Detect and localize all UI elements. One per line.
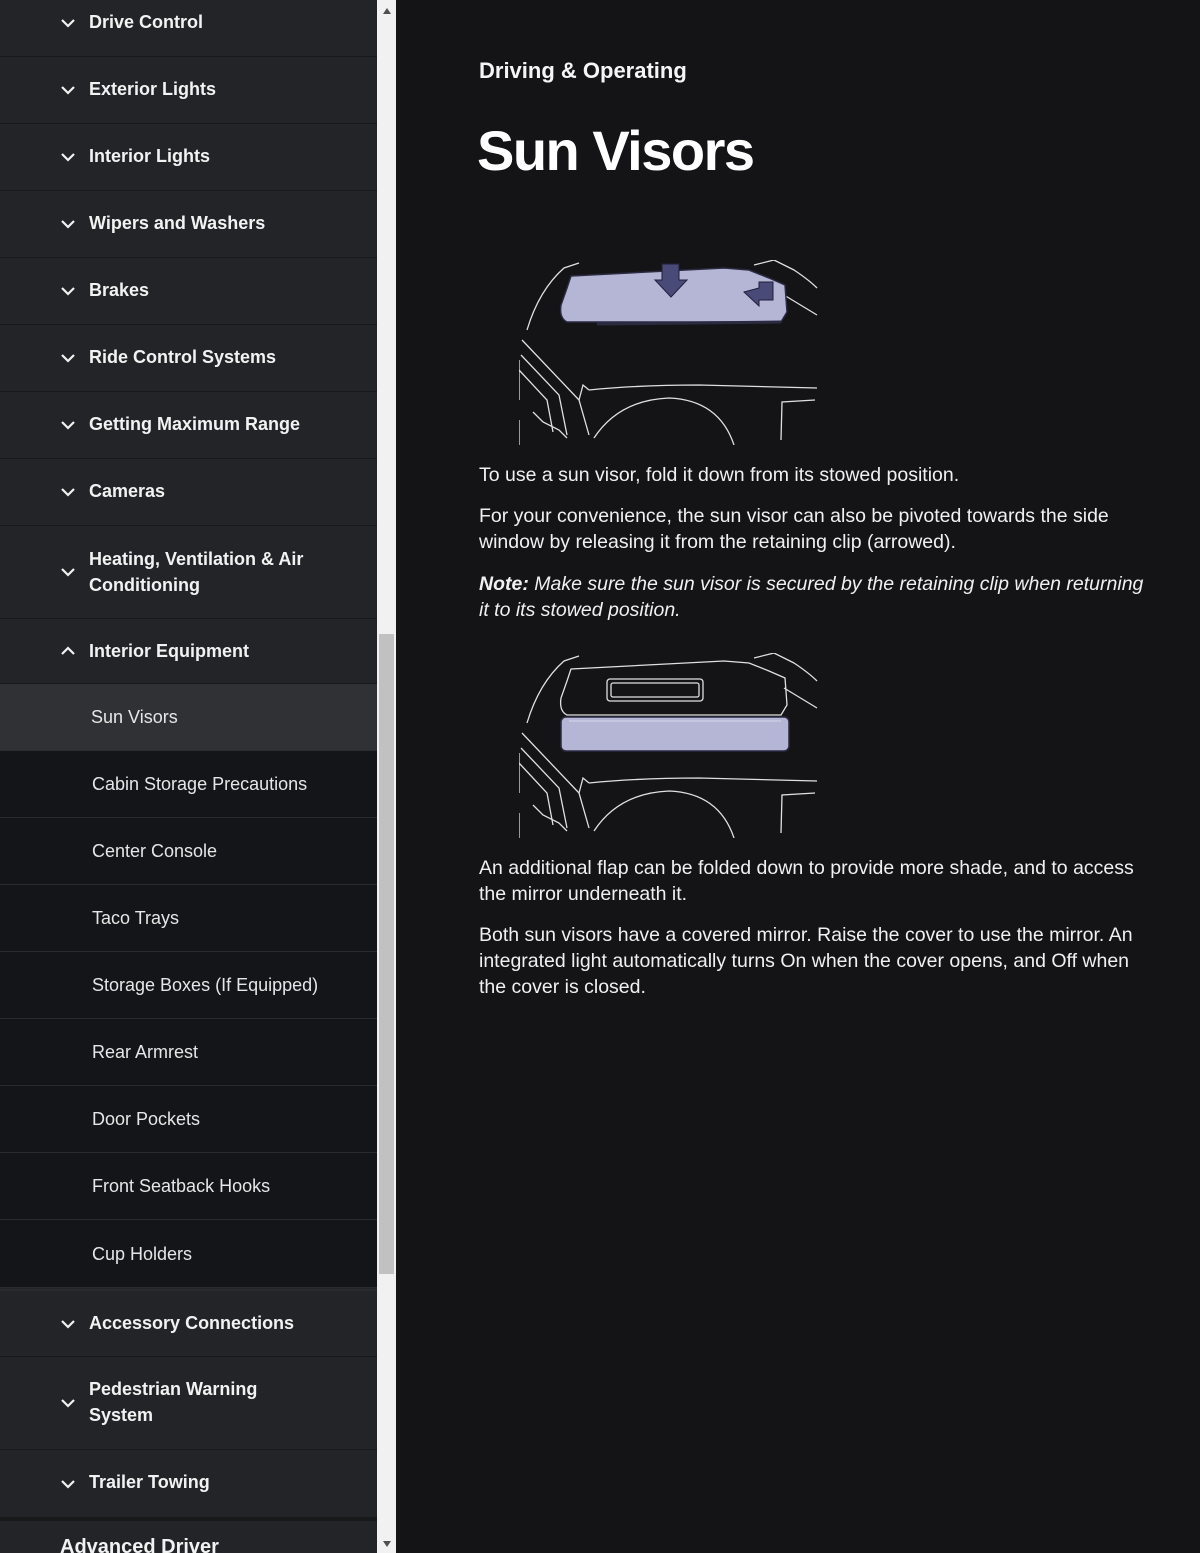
chevron-down-icon — [60, 1316, 76, 1332]
chevron-down-icon — [60, 283, 76, 299]
nav-section-interior-equipment[interactable] — [0, 619, 377, 684]
nav-item-label: Door Pockets — [92, 1109, 201, 1129]
chevron-down-icon — [60, 484, 76, 500]
triangle-down-icon — [383, 1541, 391, 1547]
nav-section-getting-maximum-range[interactable] — [0, 392, 377, 459]
nav-section-trailer-towing[interactable] — [0, 1450, 377, 1518]
nav-section-cameras[interactable] — [0, 459, 377, 526]
nav-item-cabin-storage-precautions[interactable] — [0, 751, 377, 818]
nav-section-drive-control[interactable] — [0, 0, 377, 57]
category-label: Driving & Operating — [479, 58, 687, 83]
nav-section-exterior-lights[interactable] — [0, 57, 377, 124]
nav-item-rear-armrest[interactable] — [0, 1019, 377, 1086]
note-paragraph — [479, 571, 1149, 623]
chevron-down-icon — [60, 216, 76, 232]
nav-item-door-pockets[interactable] — [0, 1086, 377, 1153]
paragraph-fold-down: To use a sun visor, fold it down from its stowed position. — [479, 464, 960, 486]
scroll-up-arrow[interactable] — [377, 2, 396, 19]
chevron-up-icon — [60, 643, 76, 659]
main-content — [396, 0, 1200, 1553]
nav-item-storage-boxes[interactable] — [0, 952, 377, 1019]
nav-group-heading[interactable]: Advanced Driver — [60, 1536, 219, 1553]
chevron-down-icon — [60, 350, 76, 366]
scroll-down-arrow[interactable] — [377, 1535, 396, 1552]
nav-item-label: Cup Holders — [92, 1243, 193, 1264]
nav-item-center-console[interactable] — [0, 818, 377, 885]
sidebar-scrollbar[interactable] — [377, 0, 396, 1553]
nav-section-accessory-connections[interactable] — [0, 1289, 377, 1357]
nav-item-label: Rear Armrest — [92, 1042, 199, 1062]
nav-section-label: Interior Lights — [89, 146, 210, 166]
nav-section-label: Interior Equipment — [89, 641, 250, 661]
sun-visor-mirror-illustration — [519, 653, 819, 838]
nav-section-label: Trailer Towing — [89, 1472, 210, 1492]
nav-item-label: Storage Boxes (If Equipped) — [92, 975, 319, 995]
chevron-down-icon — [60, 564, 76, 580]
page-title: Sun Visors — [477, 119, 754, 182]
triangle-up-icon — [383, 8, 391, 14]
nav-section-interior-lights[interactable] — [0, 124, 377, 191]
paragraph-pivot: For your convenience, the sun visor can also be pivoted towards the side window by releasing it from the retaining clip (arrowed). — [479, 505, 1109, 553]
nav-item-taco-trays[interactable] — [0, 885, 377, 952]
scrollbar-thumb[interactable] — [379, 634, 394, 1274]
nav-item-label: Front Seatback Hooks — [92, 1176, 271, 1196]
nav-item-cup-holders[interactable] — [0, 1220, 377, 1288]
sidebar-nav — [0, 0, 377, 1553]
sun-visor-fold-illustration — [519, 260, 819, 445]
nav-section-ride-control-systems[interactable] — [0, 325, 377, 392]
nav-section-label: Cameras — [89, 481, 166, 501]
nav-section-label: Pedestrian Warning System — [89, 1379, 258, 1425]
nav-section-pedestrian-warning-system[interactable] — [0, 1357, 377, 1450]
nav-item-label: Center Console — [92, 841, 218, 861]
nav-section-label: Drive Control — [89, 12, 204, 32]
nav-section-wipers-and-washers[interactable] — [0, 191, 377, 258]
chevron-down-icon — [60, 1395, 76, 1411]
nav-section-label: Getting Maximum Range — [89, 414, 301, 434]
paragraph-additional-flap: An additional flap can be folded down to provide more shade, and to access the mirror underneath it. — [479, 857, 1134, 905]
paragraph-covered-mirror: Both sun visors have a covered mirror. Raise the cover to use the mirror. An integrated light automatically turns On when the cover opens, and Off when the cover is closed. — [479, 924, 1133, 998]
nav-group-divider — [0, 1518, 377, 1521]
nav-section-label: Accessory Connections — [89, 1313, 295, 1333]
nav-item-label: Sun Visors — [91, 707, 178, 727]
chevron-down-icon — [60, 15, 76, 31]
nav-section-label: Brakes — [89, 280, 150, 300]
note-text: Make sure the sun visor is secured by the retaining clip when returning it to its stowed position. — [479, 573, 1144, 621]
note-label: Note: — [479, 573, 529, 595]
nav-item-sun-visors[interactable] — [0, 684, 377, 751]
nav-section-label: Exterior Lights — [89, 79, 217, 99]
nav-section-brakes[interactable] — [0, 258, 377, 325]
nav-section-label: Wipers and Washers — [89, 213, 266, 233]
chevron-down-icon — [60, 149, 76, 165]
nav-section-label: Ride Control Systems — [89, 347, 277, 367]
nav-item-label: Taco Trays — [92, 908, 180, 928]
chevron-down-icon — [60, 1476, 76, 1492]
nav-item-label: Cabin Storage Precautions — [92, 774, 308, 794]
chevron-down-icon — [60, 417, 76, 433]
nav-section-label: Heating, Ventilation & Air Conditioning — [89, 549, 304, 595]
chevron-down-icon — [60, 82, 76, 98]
nav-section-hvac[interactable] — [0, 526, 377, 619]
nav-item-front-seatback-hooks[interactable] — [0, 1153, 377, 1220]
